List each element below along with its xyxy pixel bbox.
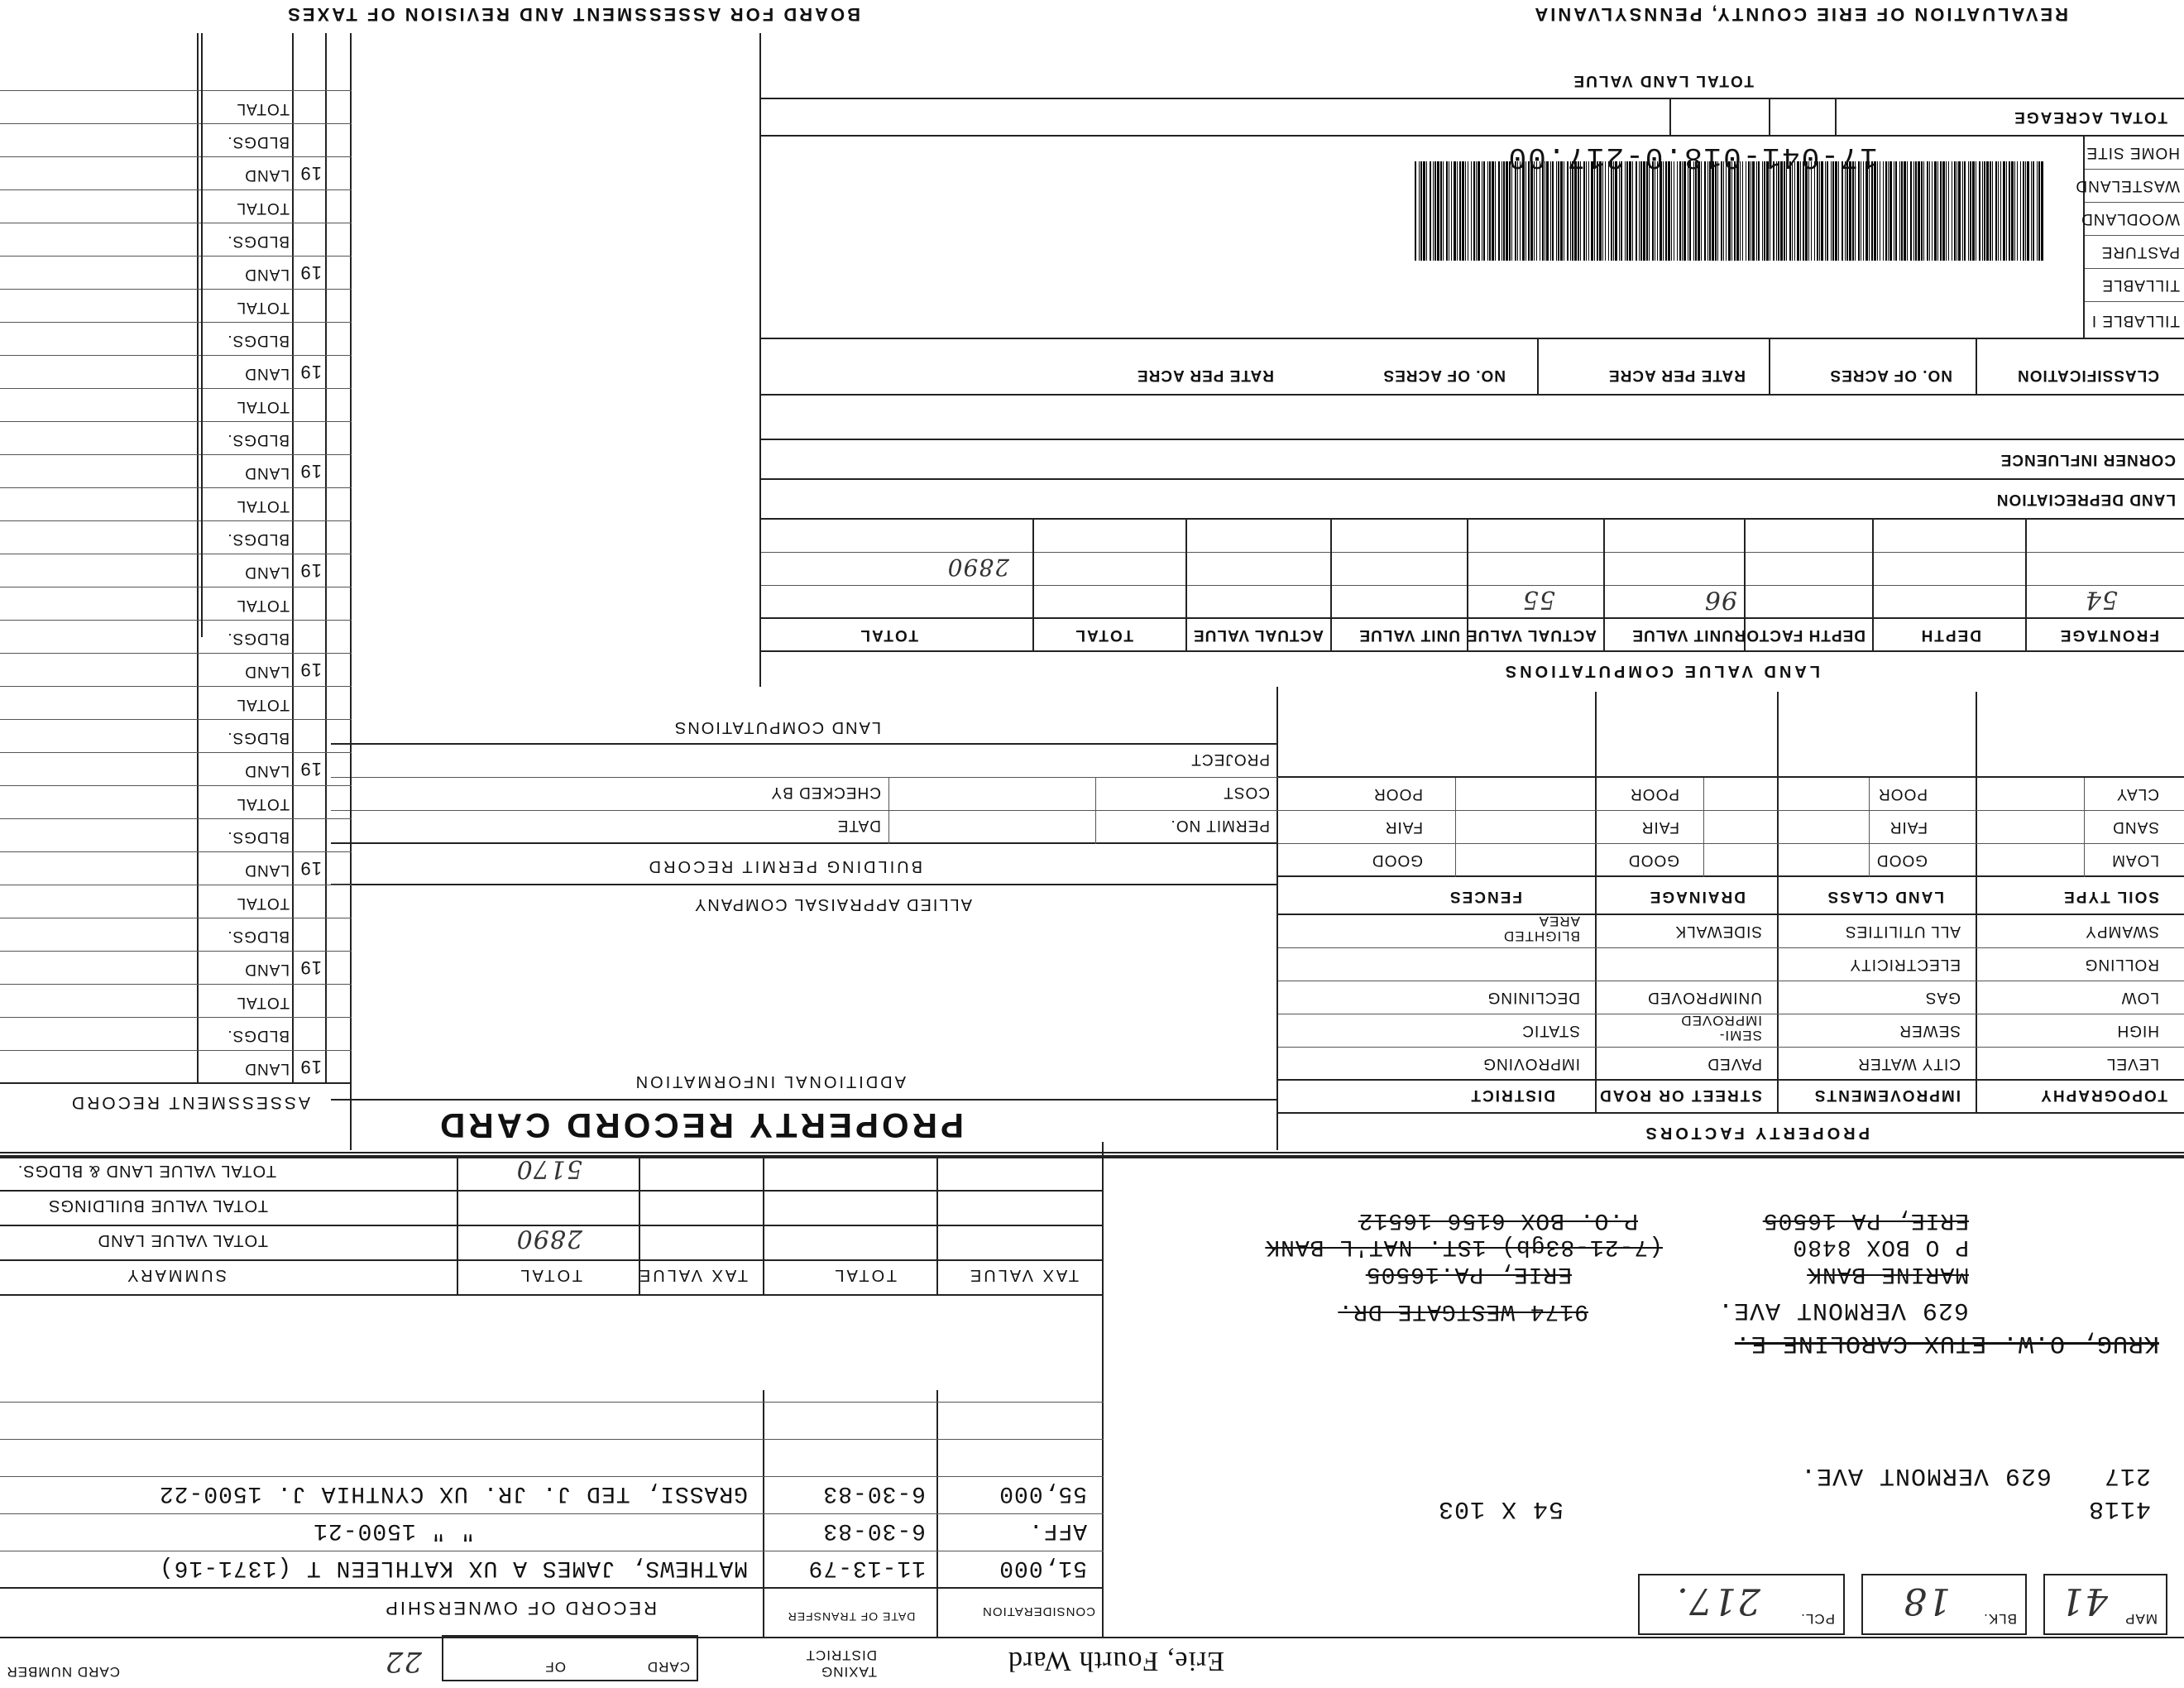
owner-row-3-consideration: 55,000	[999, 1480, 1087, 1506]
parcel-id-number: 17-041-018.0-217.00	[1506, 140, 1878, 174]
district-blighted-area: BLIGHTED AREA	[1502, 914, 1580, 944]
assessment-year-prefix: 19	[299, 362, 322, 382]
depth-factor-header: DEPTH FACTOR	[1733, 626, 1866, 644]
owner-line-7: ERIE, PA.16505	[1365, 1261, 1572, 1287]
land-computations-label: LAND COMPUTATIONS	[673, 718, 881, 736]
allied-appraisal-label: ALLIED APPRAISAL COMPANY	[693, 895, 972, 914]
no-of-acres-header-2: NO. OF ACRES	[1382, 367, 1506, 384]
card-number-handwritten: 22	[384, 1645, 422, 1678]
assessment-row-label: TOTAL	[236, 497, 290, 515]
district-static: STATIC	[1521, 1022, 1580, 1039]
owner-line-6: 9174 WESTGATE DR.	[1338, 1298, 1588, 1324]
total-value: 2890	[946, 554, 1009, 581]
total-land-value-label: TOTAL LAND VALUE	[1572, 72, 1754, 89]
property-factors-title: PROPERTY FACTORS	[1642, 1124, 1870, 1142]
owner-row-1: MATHEWS, JAMES A UX KATHLEEN T (1371-16)	[158, 1555, 748, 1580]
actual-value-header-2: ACTUAL VALUE	[1192, 626, 1324, 644]
location-number-2: 217	[2103, 1461, 2151, 1489]
assessment-row-label: LAND	[244, 166, 290, 184]
street-semi-improved: SEMI-IMPROVED	[1680, 1013, 1762, 1043]
class-home-site: HOME SITE	[2086, 144, 2180, 161]
assessment-year-prefix: 19	[299, 659, 322, 680]
no-of-acres-header-1: NO. OF ACRES	[1829, 367, 1952, 384]
assessment-row-label: LAND	[244, 464, 290, 482]
district-declining: DECLINING	[1487, 989, 1580, 1006]
assessment-year-prefix: 19	[299, 560, 322, 581]
summary-table	[0, 1154, 1104, 1390]
class-tillable: TILLABLE	[2101, 276, 2180, 294]
taxing-district-value: Erie, Fourth Ward	[1008, 1646, 1224, 1676]
rating-fair-3: FAIR	[1384, 818, 1423, 836]
topography-high: HIGH	[2116, 1022, 2159, 1039]
owner-row-3-date: 6-30-83	[822, 1480, 926, 1506]
frontage-value: 54	[2084, 585, 2118, 614]
street-unimproved: UNIMPROVED	[1647, 989, 1762, 1006]
summary-row-buildings: TOTAL VALUE BUILDINGS	[48, 1196, 268, 1215]
assessment-row-label: LAND	[244, 266, 290, 283]
assessment-row-label: BLDGS.	[227, 630, 290, 647]
assessment-row-label: LAND	[244, 663, 290, 680]
ownership-title: RECORD OF OWNERSHIP	[383, 1598, 657, 1618]
of-label: OF	[544, 1659, 566, 1675]
ownership-table	[0, 1398, 1104, 1638]
drainage-header: DRAINAGE	[1648, 888, 1746, 905]
assessment-year-prefix: 19	[299, 163, 322, 184]
property-record-title: PROPERTY RECORD CARD	[437, 1106, 964, 1145]
improvement-city-water: CITY WATER	[1857, 1055, 1961, 1072]
owner-row-2: " " 1500-21	[313, 1518, 475, 1543]
project-label: PROJECT	[1190, 750, 1270, 768]
land-value-computations	[761, 339, 2184, 687]
revaluation-title: REVALUATION OF ERIE COUNTY, PENNSYLVANIA	[1532, 4, 2068, 25]
improvements-header: IMPROVEMENTS	[1813, 1086, 1961, 1104]
assessment-row-label: LAND	[244, 365, 290, 382]
blk-value: 18	[1903, 1580, 1951, 1622]
class-pasture: PASTURE	[2100, 243, 2180, 261]
improvement-sewer: SEWER	[1899, 1022, 1961, 1039]
unit-value-header-2: UNIT VALUE	[1358, 626, 1460, 644]
blk-label: BLK.	[1983, 1611, 2017, 1627]
class-woodland: WOODLAND	[2081, 210, 2180, 228]
owner-line-4: P O BOX 8480	[1792, 1234, 1969, 1259]
district-header: DISTRICT	[1469, 1086, 1555, 1104]
permit-date-label: DATE	[836, 817, 881, 834]
summary-row-land: TOTAL VALUE LAND	[97, 1231, 268, 1249]
classification-header: CLASSIFICATION	[2017, 367, 2159, 384]
summary-tax-value-header-2: TAX VALUE	[967, 1266, 1079, 1284]
rating-good-3: GOOD	[1371, 851, 1423, 869]
corner-influence-label: CORNER INFLUENCE	[2000, 451, 2176, 468]
summary-tax-value-header: TAX VALUE	[636, 1266, 748, 1284]
assessment-row-label: BLDGS.	[227, 828, 290, 846]
improvement-gas: GAS	[1924, 989, 1961, 1006]
district-improving: IMPROVING	[1482, 1055, 1580, 1072]
parcel-row	[1109, 1569, 2184, 1635]
assessment-row-label: TOTAL	[236, 795, 290, 813]
owner-line-8: (7-21-83gb) 1ST. NAT'L BANK	[1265, 1234, 1663, 1259]
owner-row-1-consideration: 51,000	[999, 1555, 1087, 1580]
total-header-1: TOTAL	[1074, 626, 1133, 644]
owner-line-2: 629 VERMONT AVE.	[1717, 1296, 1969, 1324]
frontage-header: FRONTAGE	[2058, 626, 2159, 644]
assessment-row-label: BLDGS.	[227, 729, 290, 746]
owner-line-5: ERIE, PA 16505	[1762, 1207, 1969, 1233]
summary-total-header: TOTAL	[518, 1266, 582, 1284]
additional-information-label: ADDITIONAL INFORMATION	[633, 1072, 906, 1091]
board-title: BOARD FOR ASSESSMENT AND REVISION OF TAXES	[285, 4, 860, 25]
assessment-row-label: LAND	[244, 762, 290, 779]
street-paved: PAVED	[1707, 1055, 1762, 1072]
assessment-year-prefix: 19	[299, 461, 322, 482]
location-number-1: 4118	[2087, 1494, 2151, 1523]
topography-low: LOW	[2120, 989, 2159, 1006]
assessment-row-label: BLDGS.	[227, 233, 290, 250]
assessment-row-label: TOTAL	[236, 597, 290, 614]
assessment-row-label: TOTAL	[236, 994, 290, 1011]
summary-total-value: 5170	[515, 1154, 582, 1183]
lot-dimensions: 54 X 103	[1437, 1494, 1564, 1523]
class-tillable-i: TILLABLE I	[2091, 312, 2180, 329]
assessment-row-label: BLDGS.	[227, 1027, 290, 1044]
soil-clay: CLAY	[2115, 785, 2159, 803]
rating-good-2: GOOD	[1627, 851, 1679, 869]
card-number-label: CARD NUMBER	[6, 1664, 120, 1680]
owner-line-3: MARINE BANK	[1807, 1261, 1969, 1287]
assessment-row-label: TOTAL	[236, 299, 290, 316]
owner-row-1-date: 11-13-79	[807, 1555, 926, 1580]
improvement-all-utilities: ALL UTILITIES	[1844, 923, 1961, 940]
topography-header: TOPOGRAPHY	[2039, 1086, 2167, 1104]
cost-label: COST	[1223, 784, 1270, 801]
rating-fair-2: FAIR	[1640, 818, 1679, 836]
assessment-row-label: LAND	[244, 563, 290, 581]
assessment-year-prefix: 19	[299, 759, 322, 779]
assessment-row-label: LAND	[244, 961, 290, 978]
assessment-record	[0, 33, 352, 1150]
assessment-row-label: BLDGS.	[227, 530, 290, 548]
assessment-record-title: ASSESSMENT RECORD	[69, 1093, 310, 1112]
rating-good-1: GOOD	[1875, 851, 1928, 869]
assessment-row-label: TOTAL	[236, 894, 290, 912]
rating-poor-3: POOR	[1373, 785, 1423, 803]
owner-address-block	[1109, 1167, 2167, 1523]
land-depreciation-label: LAND DEPRECIATION	[1995, 491, 2176, 508]
owner-line-1: KRUG, O.W. ETUX CAROLINE E.	[1734, 1329, 2159, 1357]
assessment-year-prefix: 19	[299, 262, 322, 283]
owner-row-2-date: 6-30-83	[822, 1518, 926, 1543]
soil-type-header: SOIL TYPE	[2062, 888, 2159, 905]
owner-row-3: GRASSI, TED J. JR. UX CYNTHIA J. 1500-22	[158, 1480, 748, 1506]
topography-swampy: SWAMPY	[2085, 923, 2159, 940]
street-header: STREET OR ROAD	[1598, 1086, 1762, 1104]
assessment-row-label: BLDGS.	[227, 928, 290, 945]
parcel-barcode	[1406, 161, 2043, 261]
land-value-title: LAND VALUE COMPUTATIONS	[1502, 662, 1820, 680]
depth-factor-value: 96	[1703, 585, 1737, 614]
assessment-row-label: LAND	[244, 861, 290, 879]
land-class-header: LAND CLASS	[1826, 888, 1944, 905]
class-wasteland: WASTELAND	[2075, 177, 2180, 194]
assessment-row-label: BLDGS.	[227, 431, 290, 448]
soil-loam: LOAM	[2111, 851, 2159, 869]
assessment-year-prefix: 19	[299, 1057, 322, 1077]
card-label: CARD	[646, 1659, 690, 1675]
assessment-row-label: TOTAL	[236, 199, 290, 217]
rate-per-acre-header-2: RATE PER ACRE	[1136, 367, 1274, 384]
depth-header: DEPTH	[1919, 626, 1981, 644]
assessment-row-label: BLDGS.	[227, 332, 290, 349]
consideration-header: CONSIDERATION	[982, 1604, 1095, 1618]
topography-level: LEVEL	[2105, 1055, 2159, 1072]
assessment-row-label: BLDGS.	[227, 133, 290, 151]
assessment-year-prefix: 19	[299, 957, 322, 978]
owner-line-9: P.O. BOX 6156 16512	[1358, 1207, 1638, 1233]
unit-value-value: 55	[1521, 585, 1555, 614]
assessment-row-label: TOTAL	[236, 696, 290, 713]
topography-rolling: ROLLING	[2084, 956, 2159, 973]
pcl-label: PCL.	[1800, 1611, 1835, 1627]
map-value: 41	[2060, 1580, 2108, 1622]
summary-total-header-2: TOTAL	[832, 1266, 897, 1284]
street-sidewalk: SIDEWALK	[1674, 923, 1762, 940]
summary-title: SUMMARY	[125, 1266, 227, 1284]
card-of-box	[442, 1635, 698, 1681]
rating-poor-2: POOR	[1630, 785, 1679, 803]
summary-land-value: 2890	[515, 1224, 582, 1253]
assessment-year-prefix: 19	[299, 858, 322, 879]
rate-per-acre-header-1: RATE PER ACRE	[1607, 367, 1746, 384]
soil-sand: SAND	[2112, 818, 2159, 836]
total-acreage-label: TOTAL ACREAGE	[2013, 108, 2167, 126]
summary-row-land-bldgs: TOTAL VALUE LAND & BLDGS.	[17, 1162, 276, 1180]
fences-header: FENCES	[1448, 888, 1522, 905]
property-record-block	[331, 687, 1278, 1150]
pcl-value: 217.	[1676, 1580, 1760, 1622]
unit-value-header-1: UNIT VALUE	[1631, 626, 1733, 644]
improvement-electricity: ELECTRICITY	[1849, 956, 1961, 973]
permit-no-label: PERMIT NO.	[1170, 817, 1270, 834]
taxing-district-label: TAXING DISTRICT	[805, 1647, 877, 1680]
date-of-transfer-header: DATE OF TRANSFER	[787, 1610, 916, 1623]
assessment-row-label: TOTAL	[236, 100, 290, 117]
checked-by-label: CHECKED BY	[770, 784, 881, 801]
map-label: MAP	[2124, 1611, 2158, 1627]
location-address: 629 VERMONT AVE.	[1799, 1461, 2052, 1489]
assessment-row-label: LAND	[244, 1060, 290, 1077]
assessment-row-label: TOTAL	[236, 398, 290, 415]
rating-fair-1: FAIR	[1889, 818, 1928, 836]
building-permit-title: BUILDING PERMIT RECORD	[646, 857, 922, 875]
total-header-2: TOTAL	[859, 626, 918, 644]
owner-row-2-consideration: AFF.	[1027, 1518, 1087, 1543]
rating-poor-1: POOR	[1878, 785, 1928, 803]
property-factors	[1278, 687, 2184, 1150]
classification-block	[761, 33, 2184, 339]
actual-value-header-1: ACTUAL VALUE	[1465, 626, 1597, 644]
